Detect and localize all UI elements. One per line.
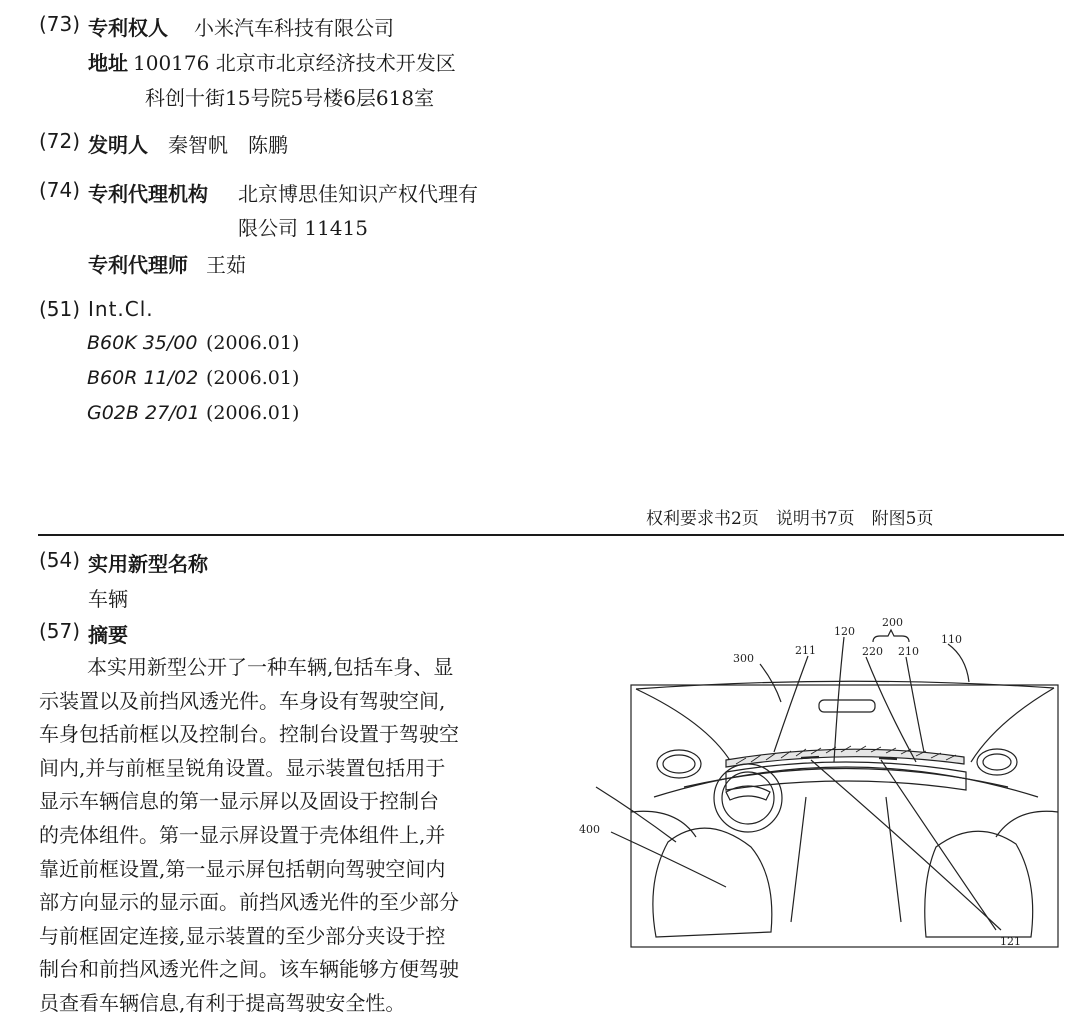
left-seat (653, 828, 772, 937)
ipc-version: (2006.01) (206, 402, 300, 424)
abstract-code: (57) (39, 619, 81, 643)
leader-121a (881, 760, 996, 930)
leader-211 (774, 656, 808, 752)
label-300: 300 (733, 652, 754, 665)
inventors-names: 秦智帆 陈鹏 (168, 133, 288, 157)
classification-label: Int.Cl. (88, 297, 154, 321)
abstract-line: 示装置以及前挡风透光件。车身设有驾驶空间, (39, 689, 446, 713)
abstract-line: 制台和前挡风透光件之间。该车辆能够方便驾驶 (39, 957, 459, 981)
steering-wheel (714, 764, 782, 832)
ipc-code: G02B 27/01 (87, 402, 200, 424)
label-200: 200 (882, 616, 903, 629)
rearview-mirror (819, 700, 875, 712)
agency-label: 专利代理机构 (88, 182, 208, 206)
abstract-line: 的壳体组件。第一显示屏设置于壳体组件上,并 (39, 823, 446, 847)
address-line-1: 100176 北京市北京经济技术开发区 (133, 51, 456, 75)
title-label: 实用新型名称 (88, 552, 208, 576)
abstract-line: 显示车辆信息的第一显示屏以及固设于控制台 (39, 789, 439, 813)
patentee-label: 专利权人 (88, 16, 168, 40)
label-120: 120 (834, 625, 855, 638)
leader-121b (811, 760, 1001, 930)
title-code: (54) (39, 548, 81, 572)
inventors-label: 发明人 (88, 133, 148, 157)
center-console (791, 797, 901, 922)
label-220: 220 (862, 645, 883, 658)
inventors-code: (72) (39, 129, 81, 153)
label-210: 210 (898, 645, 919, 658)
left-a-pillar (636, 689, 731, 762)
section-divider (38, 534, 1064, 536)
display-strip (726, 749, 964, 767)
display-element-210 (879, 758, 897, 759)
label-121: 121 (1000, 935, 1021, 948)
ipc-version: (2006.01) (206, 332, 300, 354)
right-a-pillar (971, 688, 1054, 762)
ipc-version: (2006.01) (206, 367, 300, 389)
abstract-line: 员查看车辆信息,有利于提高驾驶安全性。 (39, 991, 406, 1015)
abstract-line: 与前框固定连接,显示装置的至少部分夹设于控 (39, 924, 446, 948)
abstract-drawing (576, 612, 1064, 957)
leader-400 (611, 832, 726, 887)
ipc-code: B60R 11/02 (87, 367, 199, 389)
patentee-name: 小米汽车科技有限公司 (194, 16, 394, 40)
leader-110 (948, 644, 969, 682)
agent-name: 王茹 (206, 253, 246, 277)
agent-label: 专利代理师 (88, 253, 188, 277)
agency-code: (74) (39, 178, 81, 202)
address-label: 地址 (88, 51, 128, 75)
label-400: 400 (579, 823, 600, 836)
abstract-line: 车身包括前框以及控制台。控制台设置于驾驶空 (39, 722, 459, 746)
label-110: 110 (941, 633, 962, 646)
page-counts: 权利要求书2页 说明书7页 附图5页 (646, 509, 934, 529)
label-211: 211 (795, 644, 816, 657)
display-element-220 (801, 757, 819, 758)
ipc-code: B60K 35/00 (87, 332, 198, 354)
abstract-line: 本实用新型公开了一种车辆,包括车身、显 (87, 655, 454, 679)
classification-code: (51) (39, 297, 81, 321)
abstract-line: 间内,并与前框呈锐角设置。显示装置包括用于 (39, 756, 446, 780)
abstract-line: 部方向显示的显示面。前挡风透光件的至少部分 (39, 890, 459, 914)
patentee-code: (73) (39, 12, 81, 36)
bracket-200 (873, 630, 909, 642)
right-seat (925, 831, 1033, 937)
address-line-2: 科创十街15号院5号楼6层618室 (145, 86, 435, 110)
abstract-line: 靠近前框设置,第一显示屏包括朝向驾驶空间内 (39, 857, 446, 881)
utility-model-title: 车辆 (88, 587, 128, 611)
leader-210 (906, 657, 924, 752)
abstract-label: 摘要 (88, 623, 128, 647)
agency-name-line-2: 限公司 11415 (238, 216, 368, 240)
agency-name-line-1: 北京博思佳知识产权代理有 (238, 182, 478, 206)
dashboard-outline (654, 767, 1038, 797)
